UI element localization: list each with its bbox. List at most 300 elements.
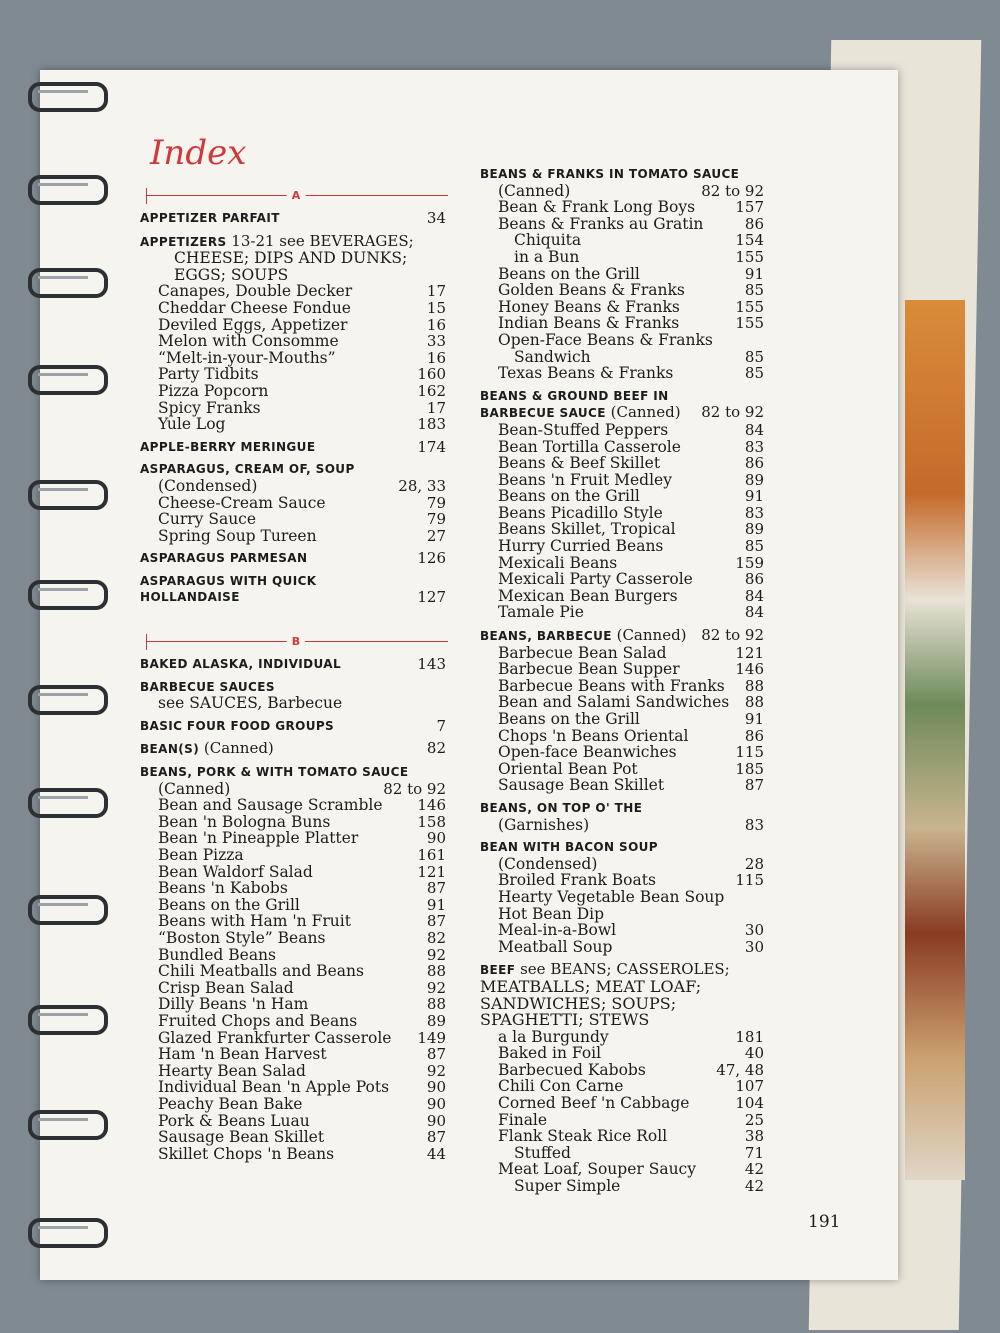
- page-ref: 91: [744, 710, 764, 728]
- index-heading: [140, 740, 452, 758]
- index-subentry: [140, 1096, 452, 1113]
- entry-text: Stuffed: [514, 1143, 571, 1162]
- entry-text: Fruited Chops and Beans: [158, 1011, 358, 1030]
- index-heading: [140, 764, 452, 781]
- spiral-ring: [28, 268, 108, 298]
- entry-text: BEANS, BARBECUE: [480, 629, 612, 644]
- entry-text: BEANS, PORK & WITH TOMATO SAUCE: [140, 765, 409, 780]
- index-subentry: [480, 216, 770, 233]
- page-ref: 143: [417, 655, 446, 674]
- index-heading: [480, 166, 770, 183]
- entry-text: Bean 'n Bologna Buns: [158, 812, 331, 831]
- index-subentry: [140, 300, 452, 317]
- index-subentry: [480, 1161, 770, 1178]
- entry-text: Finale: [498, 1110, 548, 1129]
- section-gap: [140, 606, 452, 634]
- entry-text: Bean and Salami Sandwiches: [498, 693, 730, 712]
- index-subentry: [480, 1062, 770, 1079]
- entry-text: “Boston Style” Beans: [158, 928, 326, 947]
- page-ref: 71: [744, 1143, 764, 1162]
- page-ref: 89: [744, 470, 764, 489]
- page-ref: 90: [426, 829, 446, 848]
- index-subentry: [480, 939, 770, 956]
- index-subentry: [480, 1045, 770, 1062]
- index-subentry: [140, 283, 452, 300]
- index-subentry: [480, 488, 770, 505]
- entry-text: Dilly Beans 'n Ham: [158, 995, 309, 1014]
- index-subentry: [140, 897, 452, 914]
- page-ref: 104: [735, 1094, 764, 1113]
- entry-text: Golden Beans & Franks: [498, 281, 685, 300]
- index-heading: [480, 404, 770, 422]
- page-number: 191: [808, 1212, 841, 1232]
- page-ref: 88: [426, 962, 446, 981]
- index-subentry: [480, 1178, 770, 1195]
- page-ref: 155: [735, 297, 764, 316]
- entry-text: Bean 'n Pineapple Platter: [158, 829, 359, 848]
- page-ref: 91: [744, 264, 764, 283]
- spiral-binding: [0, 60, 110, 1280]
- entry-text: “Melt-in-your-Mouths”: [158, 348, 336, 367]
- page-ref: 44: [426, 1144, 446, 1163]
- page-ref: 82 to 92: [701, 181, 764, 200]
- entry-text: (Canned): [158, 779, 231, 798]
- page-ref: 34: [426, 209, 446, 227]
- entry-text: (Garnishes): [498, 815, 590, 834]
- page-ref: 42: [744, 1177, 764, 1196]
- entry-text: Chili Meatballs and Beans: [158, 962, 364, 981]
- index-subentry: [140, 781, 452, 798]
- page-ref: 121: [417, 862, 446, 881]
- page-ref: 87: [744, 776, 764, 795]
- entry-text: Sandwich: [514, 347, 591, 366]
- page-ref: 149: [417, 1028, 446, 1047]
- entry-text: Barbecued Kabobs: [498, 1060, 646, 1079]
- entry-text: BEANS & GROUND BEEF IN: [480, 388, 669, 403]
- entry-text: Pork & Beans Luau: [158, 1111, 310, 1130]
- entry-text: Peachy Bean Bake: [158, 1094, 303, 1113]
- spiral-ring: [28, 1005, 108, 1035]
- spiral-ring: [28, 1110, 108, 1140]
- entry-text: CHEESE; DIPS AND DUNKS;: [174, 249, 408, 268]
- index-subentry: [140, 1063, 452, 1080]
- entry-text: Chops 'n Beans Oriental: [498, 726, 689, 745]
- entry-note: 13-21 see BEVERAGES;: [226, 231, 414, 250]
- entry-text: see SAUCES, Barbecue: [158, 694, 343, 713]
- index-subentry: [140, 864, 452, 881]
- page-ref: 83: [744, 815, 764, 834]
- page-ref: 82: [426, 928, 446, 947]
- entry-text: Beans 'n Kabobs: [158, 879, 288, 898]
- index-heading: [140, 233, 452, 251]
- page-ref: 185: [735, 759, 764, 778]
- index-column-left: [140, 188, 452, 1162]
- index-subentry: [480, 856, 770, 873]
- entry-text: Pizza Popcorn: [158, 381, 269, 400]
- page-ref: 79: [426, 510, 446, 529]
- entry-text: EGGS; SOUPS: [174, 265, 289, 284]
- page-ref: 85: [744, 537, 764, 556]
- index-subentry: [140, 996, 452, 1013]
- entry-text: Beans on the Grill: [498, 264, 640, 283]
- page-ref: 86: [744, 726, 764, 745]
- entry-text: BEANS, ON TOP O' THE: [480, 800, 643, 815]
- page-ref: 89: [744, 520, 764, 539]
- index-subentry: [480, 872, 770, 889]
- page-ref: 174: [417, 437, 446, 456]
- index-heading: [140, 573, 452, 590]
- entry-text: Sausage Bean Skillet: [158, 1128, 325, 1147]
- page-ref: 91: [426, 895, 446, 914]
- entry-text: Melon with Consomme: [158, 332, 339, 351]
- entry-text: Yule Log: [158, 415, 226, 434]
- page-ref: 158: [417, 812, 446, 831]
- entry-text: Cheddar Cheese Fondue: [158, 298, 351, 317]
- entry-text: APPETIZER PARFAIT: [140, 211, 280, 225]
- index-heading: [140, 439, 452, 456]
- index-subentry: [480, 661, 770, 678]
- entry-text: Canapes, Double Decker: [158, 282, 353, 301]
- page-ref: 27: [426, 526, 446, 545]
- page-ref: 115: [735, 871, 764, 890]
- page-ref: 16: [426, 315, 446, 334]
- spiral-ring: [28, 82, 108, 112]
- entry-text: BEEF: [480, 963, 516, 978]
- index-subentry: [480, 266, 770, 283]
- page-ref: 82 to 92: [701, 626, 764, 645]
- spiral-ring: [28, 580, 108, 610]
- letter-divider: [140, 634, 452, 650]
- entry-text: Hearty Bean Salad: [158, 1061, 306, 1080]
- entry-text: Super Simple: [514, 1177, 621, 1196]
- entry-text: Cheese-Cream Sauce: [158, 493, 326, 512]
- entry-note: (Canned): [605, 403, 681, 422]
- page-ref: 40: [744, 1044, 764, 1063]
- index-subentry: [480, 1112, 770, 1129]
- index-subentry: [140, 814, 452, 831]
- page-ref: 33: [426, 332, 446, 351]
- entry-text: Open-Face Beans & Franks: [498, 330, 713, 349]
- page-ref: 47, 48: [716, 1060, 764, 1079]
- page-ref: 162: [417, 381, 446, 400]
- page-ref: 157: [735, 198, 764, 217]
- index-subentry: [480, 1128, 770, 1145]
- entry-text: BARBECUE SAUCES: [140, 679, 275, 694]
- page-ref: 25: [744, 1110, 764, 1129]
- index-heading: [480, 627, 770, 645]
- page-ref: 155: [735, 247, 764, 266]
- entry-text: (Condensed): [158, 476, 258, 495]
- page-ref: 28: [744, 854, 764, 873]
- index-subentry: [480, 728, 770, 745]
- page-ref: 155: [735, 314, 764, 333]
- entry-text: in a Bun: [514, 247, 580, 266]
- index-subentry: [140, 963, 452, 980]
- entry-text: Beans on the Grill: [498, 710, 640, 728]
- index-subentry: [480, 694, 770, 711]
- index-heading: [480, 800, 770, 817]
- entry-text: Bean-Stuffed Peppers: [498, 420, 669, 439]
- page-ref: 126: [417, 549, 446, 568]
- index-heading: [140, 718, 452, 735]
- index-subentry: [140, 880, 452, 897]
- spiral-ring: [28, 788, 108, 818]
- index-subentry: [140, 1079, 452, 1096]
- index-subentry: [480, 183, 770, 200]
- index-subentry: [480, 711, 770, 728]
- entry-text: Curry Sauce: [158, 510, 257, 529]
- page-ref: 86: [744, 454, 764, 473]
- page-ref: 7: [436, 716, 446, 735]
- entry-text: Chili Con Carne: [498, 1077, 624, 1096]
- page-ref: 161: [417, 846, 446, 864]
- entry-text: Individual Bean 'n Apple Pots: [158, 1078, 390, 1097]
- page-ref: 89: [426, 1011, 446, 1030]
- page-ref: 30: [744, 937, 764, 956]
- index-subentry: [480, 422, 770, 439]
- index-subentry: [480, 1145, 770, 1162]
- index-subentry: [480, 744, 770, 761]
- index-subentry: [480, 332, 770, 349]
- index-subentry: [140, 847, 452, 864]
- page-ref: 85: [744, 364, 764, 383]
- index-heading: [140, 679, 452, 696]
- index-heading: [140, 589, 452, 606]
- entry-text: Sausage Bean Skillet: [498, 776, 665, 795]
- entry-text: Barbecue Beans with Franks: [498, 676, 725, 695]
- index-subentry: [480, 1095, 770, 1112]
- page-ref: 146: [417, 796, 446, 815]
- entry-text: Texas Beans & Franks: [498, 364, 674, 383]
- index-subentry: [480, 678, 770, 695]
- entry-text: Mexican Bean Burgers: [498, 586, 678, 605]
- index-subentry: [140, 383, 452, 400]
- index-subentry: [480, 538, 770, 555]
- index-subentry: [140, 930, 452, 947]
- entry-text: Chiquita: [514, 231, 582, 250]
- entry-note: (Canned): [199, 739, 274, 758]
- index-column-right: [480, 160, 770, 1195]
- page-ref: 154: [735, 231, 764, 250]
- entry-text: ASPARAGUS WITH QUICK: [140, 573, 317, 588]
- index-subentry: [140, 317, 452, 334]
- index-subentry: [480, 199, 770, 216]
- page-ref: 17: [426, 282, 446, 301]
- entry-text: Beans & Beef Skillet: [498, 454, 661, 473]
- index-subentry: [480, 889, 770, 906]
- index-subentry: [140, 1113, 452, 1130]
- index-subentry: [140, 947, 452, 964]
- page-ref: 115: [735, 743, 764, 762]
- index-subentry: [140, 495, 452, 512]
- entry-text: Honey Beans & Franks: [498, 297, 680, 316]
- index-subentry: [140, 416, 452, 433]
- page-ref: 84: [744, 603, 764, 622]
- page-ref: 86: [744, 214, 764, 233]
- page-ref: 88: [426, 995, 446, 1014]
- entry-text: Hearty Vegetable Bean Soup: [498, 887, 725, 906]
- entry-text: Bean Tortilla Casserole: [498, 437, 681, 456]
- spiral-ring: [28, 1218, 108, 1248]
- index-continuation: [480, 1012, 770, 1029]
- index-subentry: [480, 604, 770, 621]
- divider-tick: [146, 634, 147, 650]
- page-ref: 84: [744, 586, 764, 605]
- index-subentry: [140, 1146, 452, 1163]
- index-heading: [140, 461, 452, 478]
- entry-text: Meal-in-a-Bowl: [498, 921, 617, 940]
- entry-text: Crisp Bean Salad: [158, 978, 294, 997]
- entry-text: BEANS & FRANKS IN TOMATO SAUCE: [480, 167, 740, 181]
- index-subentry: [480, 1029, 770, 1046]
- entry-text: BEAN(S): [140, 742, 200, 757]
- entry-text: MEATBALLS; MEAT LOAF;: [480, 976, 702, 996]
- entry-text: ASPARAGUS, CREAM OF, SOUP: [140, 462, 355, 477]
- entry-text: Beans 'n Fruit Medley: [498, 470, 672, 489]
- entry-text: ASPARAGUS PARMESAN: [140, 551, 308, 566]
- page-ref: 90: [426, 1111, 446, 1130]
- entry-text: HOLLANDAISE: [140, 590, 240, 605]
- page-ref: 82 to 92: [701, 403, 764, 422]
- entry-text: Bean and Sausage Scramble: [158, 796, 383, 815]
- entry-text: Broiled Frank Boats: [498, 871, 656, 890]
- index-heading: [480, 388, 770, 405]
- index-continuation: [140, 267, 452, 284]
- entry-text: Mexicali Beans: [498, 553, 618, 572]
- index-subentry: [480, 555, 770, 572]
- index-subentry: [480, 232, 770, 249]
- index-subentry: [480, 299, 770, 316]
- entry-text: APPLE-BERRY MERINGUE: [140, 439, 316, 454]
- entry-text: Tamale Pie: [498, 603, 584, 622]
- page-ref: 127: [417, 588, 446, 607]
- index-subentry: [480, 761, 770, 778]
- page-ref: 17: [426, 398, 446, 417]
- entry-text: Skillet Chops 'n Beans: [158, 1144, 335, 1163]
- entry-text: Spicy Franks: [158, 398, 261, 417]
- index-subentry: [480, 349, 770, 366]
- index-subentry: [480, 439, 770, 456]
- entry-text: Beans & Franks au Gratin: [498, 214, 704, 233]
- spiral-ring: [28, 895, 108, 925]
- entry-text: SANDWICHES; SOUPS;: [480, 993, 677, 1013]
- index-subentry: [140, 797, 452, 814]
- entry-text: Open-face Beanwiches: [498, 743, 677, 762]
- index-subentry: [140, 830, 452, 847]
- index-continuation: [140, 250, 452, 267]
- index-subentry: [140, 528, 452, 545]
- page-ref: 88: [744, 676, 764, 695]
- index-subentry: [480, 645, 770, 662]
- entry-text: Beans with Ham 'n Fruit: [158, 912, 351, 931]
- index-subentry: [140, 350, 452, 367]
- entry-note: (Canned): [611, 626, 687, 645]
- entry-text: BAKED ALASKA, INDIVIDUAL: [140, 657, 342, 672]
- index-subentry: [480, 505, 770, 522]
- page-ref: 30: [744, 921, 764, 940]
- spiral-ring: [28, 685, 108, 715]
- index-subentry: [140, 695, 452, 712]
- index-subentry: [140, 366, 452, 383]
- index-subentry: [140, 400, 452, 417]
- page-ref: 92: [426, 978, 446, 997]
- index-subentry: [480, 282, 770, 299]
- section-letter: B: [287, 634, 305, 651]
- page-ref: 85: [744, 281, 764, 300]
- entry-text: Oriental Bean Pot: [498, 759, 638, 778]
- index-subentry: [480, 571, 770, 588]
- index-subentry: [480, 455, 770, 472]
- entry-text: Barbecue Bean Supper: [498, 660, 680, 679]
- page-ref: 107: [735, 1077, 764, 1096]
- page-ref: 91: [744, 487, 764, 506]
- entry-text: Barbecue Bean Salad: [498, 643, 667, 662]
- entry-text: BEAN WITH BACON SOUP: [480, 840, 659, 855]
- entry-text: Beans Picadillo Style: [498, 503, 663, 522]
- page-ref: 15: [426, 298, 446, 317]
- page-ref: 83: [744, 437, 764, 456]
- page-ref: 16: [426, 348, 446, 367]
- entry-text: Meat Loaf, Souper Saucy: [498, 1160, 696, 1179]
- index-subentry: [480, 817, 770, 834]
- index-subentry: [140, 1129, 452, 1146]
- index-subentry: [140, 478, 452, 495]
- index-subentry: [480, 777, 770, 794]
- index-subentry: [480, 1078, 770, 1095]
- letter-divider: [140, 188, 452, 204]
- page-ref: 87: [426, 912, 446, 931]
- page-ref: 88: [744, 693, 764, 712]
- entry-text: Bean & Frank Long Boys: [498, 198, 696, 217]
- spiral-ring: [28, 175, 108, 205]
- entry-text: Hurry Curried Beans: [498, 537, 664, 556]
- index-subentry: [480, 521, 770, 538]
- entry-text: (Condensed): [498, 854, 598, 873]
- index-subentry: [480, 588, 770, 605]
- spiral-ring: [28, 480, 108, 510]
- entry-text: APPETIZERS: [140, 234, 227, 249]
- page-ref: 183: [417, 415, 446, 434]
- page-ref: 87: [426, 879, 446, 898]
- page-ref: 79: [426, 493, 446, 512]
- entry-note: see BEANS; CASSEROLES;: [515, 960, 730, 979]
- entry-text: Bean Pizza: [158, 846, 244, 864]
- food-photo-edge: [905, 300, 965, 1180]
- entry-text: Beans on the Grill: [498, 487, 640, 506]
- index-subentry: [140, 980, 452, 997]
- page-ref: 87: [426, 1128, 446, 1147]
- page-ref: 85: [744, 347, 764, 366]
- entry-text: Deviled Eggs, Appetizer: [158, 315, 348, 334]
- page-ref: 90: [426, 1094, 446, 1113]
- index-subentry: [140, 1030, 452, 1047]
- page-ref: 160: [417, 365, 446, 384]
- index-subentry: [140, 1046, 452, 1063]
- spiral-ring: [28, 365, 108, 395]
- entry-text: a la Burgundy: [498, 1027, 609, 1046]
- entry-text: Baked in Foil: [498, 1044, 602, 1063]
- entry-text: Beans Skillet, Tropical: [498, 520, 676, 539]
- entry-text: Flank Steak Rice Roll: [498, 1127, 668, 1146]
- page-ref: 28, 33: [398, 476, 446, 495]
- page-ref: 92: [426, 945, 446, 964]
- entry-text: SPAGHETTI; STEWS: [480, 1010, 650, 1030]
- index-subentry: [480, 249, 770, 266]
- entry-text: BASIC FOUR FOOD GROUPS: [140, 718, 335, 733]
- entry-text: Corned Beef 'n Cabbage: [498, 1094, 690, 1113]
- page-ref: 82 to 92: [383, 779, 446, 798]
- page-ref: 181: [735, 1027, 764, 1046]
